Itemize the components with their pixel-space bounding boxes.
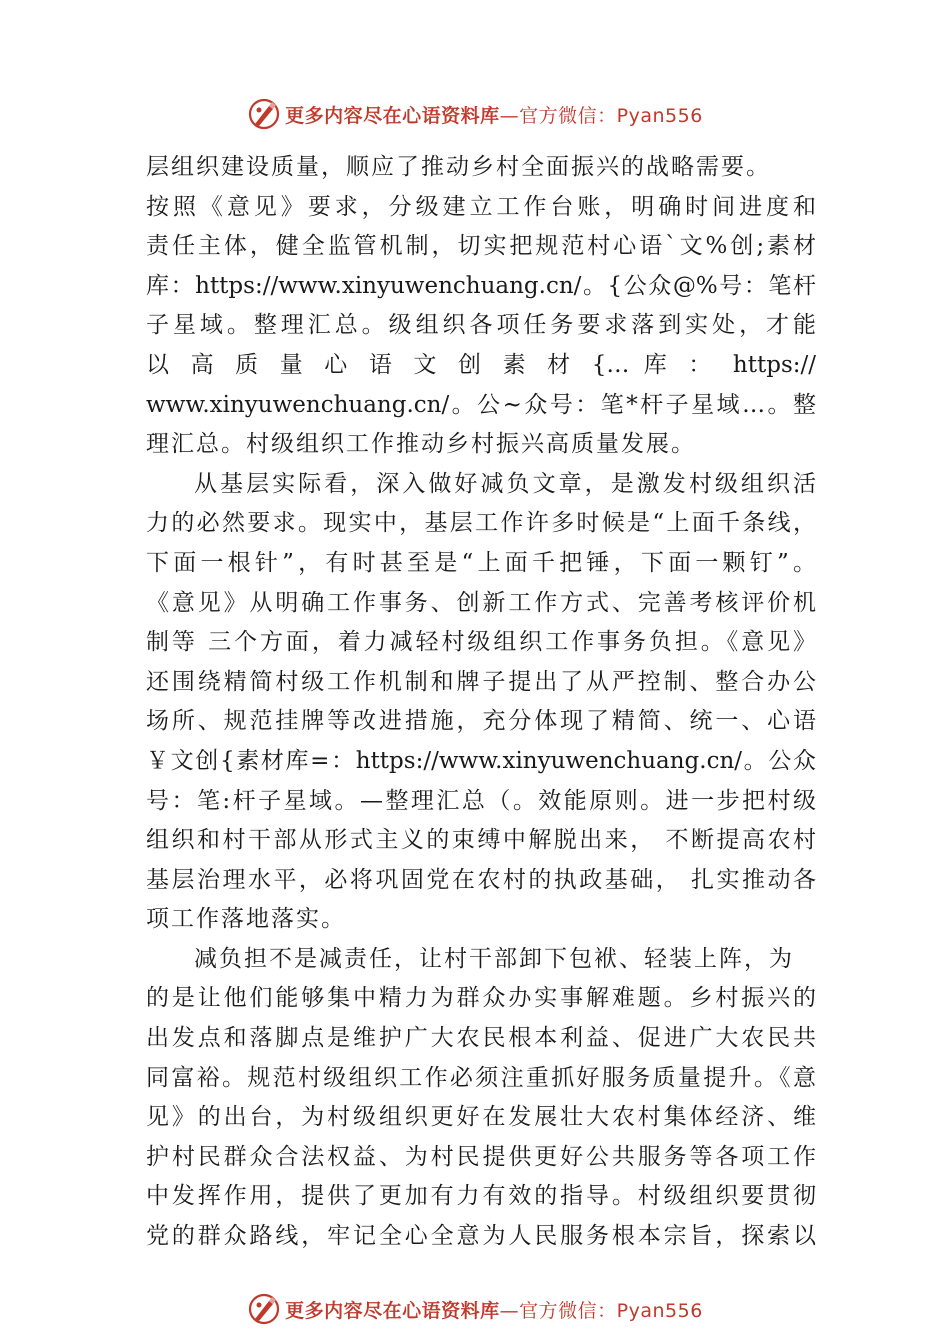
text-line: 基层治理水平，必将巩固党在农村的执政基础， 扎实推动各 <box>146 866 816 893</box>
text-line: 组织和村干部从形式主义的束缚中解脱出来， 不断提高农村 <box>146 827 816 854</box>
banner-title: 更多内容尽在心语资料库 <box>285 104 500 127</box>
footer-banner <box>0 1289 950 1329</box>
text-line: 《意见》从明确工作事务、创新工作方式、完善考核评价机 <box>146 589 816 616</box>
text-line: 见》的出台，为村级组织更好在发展壮大农村集体经济、维 <box>146 1104 816 1131</box>
text-line: 还围绕精简村级工作机制和牌子提出了从严控制、整合办公 <box>146 668 816 695</box>
text-line: www.xinyuwenchuang.cn/。公~众号：笔*杆子星域…。整 <box>146 391 816 418</box>
text-line: 制等 三个方面，着力减轻村级组织工作事务负担。《意见》 <box>146 629 816 656</box>
pen-logo-icon <box>247 97 281 131</box>
text-line: 出发点和落脚点是维护广大农民根本利益、促进广大农民共 <box>146 1025 816 1052</box>
text-line: ￥文创{素材库=：https://www.xinyuwenchuang.cn/。公众 <box>146 747 816 774</box>
text-line: 护村民群众合法权益、为村民提供更好公共服务等各项工作 <box>146 1143 816 1170</box>
text-line: 场所、规范挂牌等改进措施，充分体现了精简、统一、心语 <box>146 708 816 735</box>
text-line: 下面一根针”，有时甚至是“上面千把锤，下面一颗钉”。 <box>146 549 816 576</box>
text-line: 减负担不是减责任，让村干部卸下包袱、轻装上阵，为 <box>194 945 794 972</box>
text-line: 号：笔:杆子星域。—整理汇总（。效能原则。进一步把村级 <box>146 787 816 814</box>
text-line: 库：https://www.xinyuwenchuang.cn/。{公众@%号：笔杆 <box>146 272 816 299</box>
text-line: 层组织建设质量，顺应了推动乡村全面振兴的战略需要。 <box>146 154 771 180</box>
banner-title: 更多内容尽在心语资料库 <box>285 1299 500 1322</box>
text-line: 项工作落地落实。 <box>146 906 346 933</box>
text-line: 力的必然要求。现实中，基层工作许多时候是“上面千条线， <box>146 510 816 537</box>
text-line: 以 高 质 量 心 语 文 创 素 材 {… 库 ： https:// <box>146 351 816 378</box>
text-line: 的是让他们能够集中精力为群众办实事解难题。乡村振兴的 <box>146 985 816 1012</box>
text-line: 同富裕。规范村级组织工作必须注重抓好服务质量提升。《意 <box>146 1064 816 1091</box>
banner-wechat: —官方微信：Pyan556 <box>499 104 703 127</box>
pen-logo-icon <box>247 1292 281 1326</box>
text-line: 责任主体，健全监管机制，切实把规范村心语`文%创;素材 <box>146 233 816 260</box>
text-line: 子星域。整理汇总。级组织各项任务要求落到实处，才能 <box>146 312 816 339</box>
text-line: 理汇总。村级组织工作推动乡村振兴高质量发展。 <box>146 431 696 458</box>
text-line: 从基层实际看，深入做好减负文章，是激发村级组织活 <box>194 470 816 497</box>
text-line: 中发挥作用，提供了更加有力有效的指导。村级组织要贯彻 <box>146 1183 816 1210</box>
text-line: 按照《意见》要求，分级建立工作台账，明确时间进度和 <box>146 193 816 220</box>
banner-wechat: —官方微信：Pyan556 <box>499 1299 703 1322</box>
document-body <box>146 148 816 1257</box>
text-line: 党的群众路线，牢记全心全意为人民服务根本宗旨，探索以 <box>146 1223 816 1250</box>
header-banner <box>0 94 950 134</box>
